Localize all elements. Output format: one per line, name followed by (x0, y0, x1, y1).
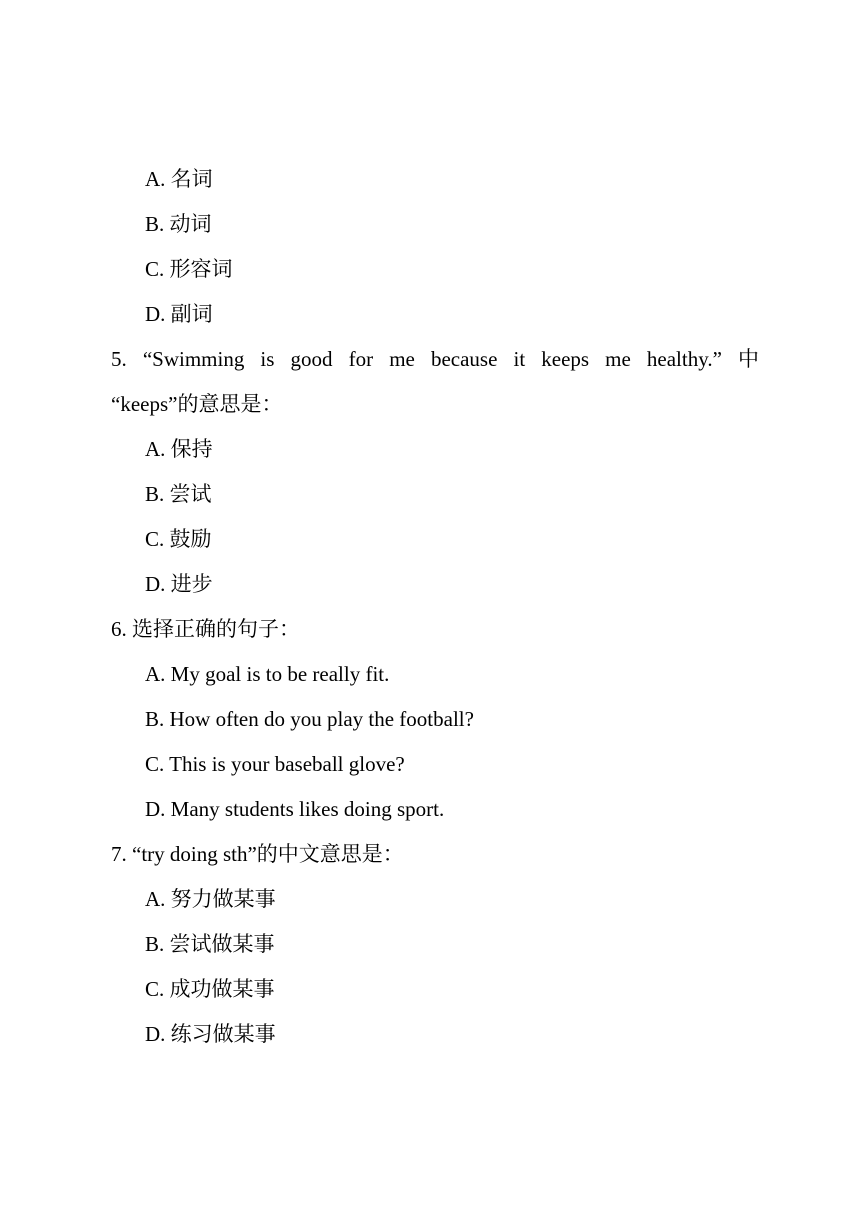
q5-question-line-2: “keeps”的意思是： (111, 392, 283, 416)
q7-option-a: A. 努力做某事 (145, 887, 276, 911)
q6-question: 6. 选择正确的句子： (111, 617, 300, 641)
q7-option-d: D. 练习做某事 (145, 1022, 276, 1046)
q5-question-line-1: 5. “Swimming is good for me because it keeps me healthy.” 中 (111, 347, 759, 371)
q5-option-d: D. 进步 (145, 572, 213, 596)
q7-option-c: C. 成功做某事 (145, 977, 275, 1001)
q6-option-d: D. Many students likes doing sport. (145, 797, 445, 821)
q5-option-b: B. 尝试 (145, 482, 212, 506)
q4-option-d: D. 副词 (145, 302, 213, 326)
q6-option-b: B. How often do you play the football? (145, 707, 474, 731)
q7-option-b: B. 尝试做某事 (145, 932, 275, 956)
q5-option-a: A. 保持 (145, 437, 213, 461)
q7-question: 7. “try doing sth”的中文意思是： (111, 842, 404, 866)
q4-option-c: C. 形容词 (145, 257, 233, 281)
q4-option-b: B. 动词 (145, 212, 212, 236)
q6-option-a: A. My goal is to be really fit. (145, 662, 390, 686)
q4-option-a: A. 名词 (145, 167, 213, 191)
q6-option-c: C. This is your baseball glove? (145, 752, 405, 776)
q5-option-c: C. 鼓励 (145, 527, 212, 551)
